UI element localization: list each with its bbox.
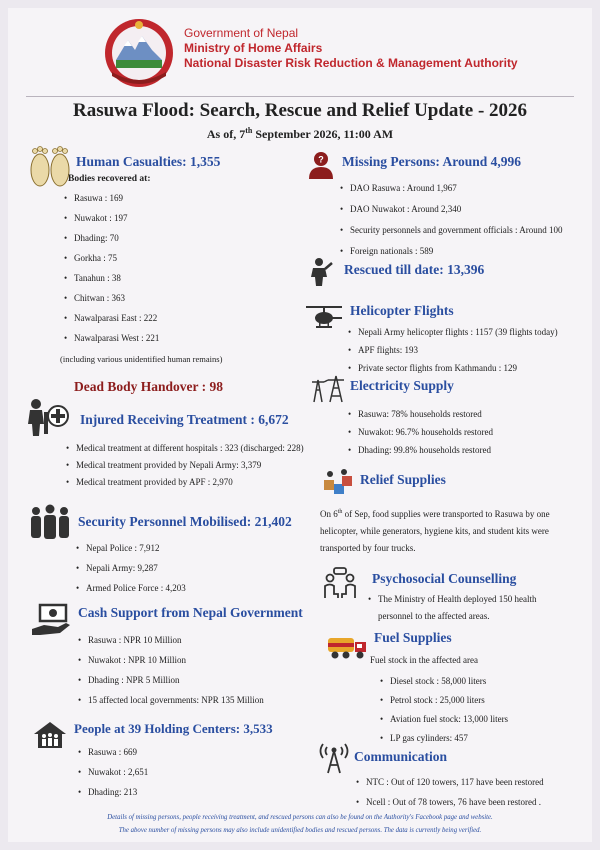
psychosocial-list xyxy=(366,591,536,625)
list-item: • Medical treatment provided by APF : 2,970 xyxy=(64,474,304,491)
cash-hand-icon xyxy=(30,601,74,637)
casualty-list xyxy=(62,188,159,348)
list-item: • DAO Nuwakot : Around 2,340 xyxy=(338,199,563,220)
page-title: Rasuwa Flood: Search, Rescue and Relief Update - 2026 xyxy=(72,100,528,121)
relief-line-1: On 6th of Sep, food supplies were transported to Rasuwa by one xyxy=(320,509,550,519)
injured-list xyxy=(64,440,304,491)
psychosocial-title: Psychosocial Counselling xyxy=(372,571,517,586)
footer-line-2: The above number of missing persons may also include unidentified bodies and rescued persons. The data is currently being verified. xyxy=(118,827,482,834)
footer-note xyxy=(8,811,592,837)
list-item: • NTC : Out of 120 towers, 117 have been restored xyxy=(354,772,544,792)
feet-icon xyxy=(26,143,74,189)
nepal-emblem-icon xyxy=(102,16,176,90)
list-item: • Nepal Police : 7,912 xyxy=(74,538,186,558)
counselling-icon xyxy=(320,566,360,600)
list-item: • Aviation fuel stock: 13,000 liters xyxy=(378,710,508,729)
relief-supplies-title: Relief Supplies xyxy=(360,472,446,487)
missing-person-icon xyxy=(306,150,336,180)
list-item: • Nuwakot: 96.7% households restored xyxy=(346,423,493,441)
list-item: • Private sector flights from Kathmandu : 129 xyxy=(346,359,558,377)
electricity-title: Electricity Supply xyxy=(350,378,454,393)
dead-body-handover-title: Dead Body Handover : 98 xyxy=(74,379,224,394)
header-authority: National Disaster Risk Reduction & Management Authority xyxy=(184,56,518,70)
missing-list xyxy=(338,178,563,262)
list-item: • Rasuwa: 78% households restored xyxy=(346,405,493,423)
list-item: • Nawalparasi West : 221 xyxy=(62,328,159,348)
list-item: • Nepali Army helicopter flights : 1157 (39 flights today) xyxy=(346,323,558,341)
relief-supplies-icon xyxy=(322,468,354,498)
footer-line-1: Details of missing persons, people receiving treatment, and rescued persons can also be found on the Authority's Facebook page and website. xyxy=(107,814,493,821)
list-item: • Nuwakot : 197 xyxy=(62,208,159,228)
page-subtitle: As of, 7th September 2026, 11:00 AM xyxy=(206,126,394,141)
list-item: • Nuwakot : NPR 10 Million xyxy=(76,650,264,670)
relief-text xyxy=(320,504,590,557)
cash-list xyxy=(76,630,264,710)
power-tower-icon xyxy=(308,372,346,404)
header-text xyxy=(184,26,518,71)
list-item: • LP gas cylinders: 457 xyxy=(378,729,508,748)
list-item: • Gorkha : 75 xyxy=(62,248,159,268)
injured-title: Injured Receiving Treatment : 6,672 xyxy=(80,412,289,427)
electricity-list xyxy=(346,405,493,459)
cash-support-title: Cash Support from Nepal Government xyxy=(78,605,303,620)
list-item: • Dhading: 213 xyxy=(76,782,148,802)
list-item: • Nepali Army: 9,287 xyxy=(74,558,186,578)
human-casualties-title: Human Casualties: 1,355 xyxy=(76,154,221,169)
fuel-intro: Fuel stock in the affected area xyxy=(370,655,479,665)
header-divider xyxy=(26,96,574,97)
fuel-truck-icon xyxy=(326,632,368,662)
list-item: • Dhading: 70 xyxy=(62,228,159,248)
list-item: • Medical treatment at different hospitals : 323 (discharged: 228) xyxy=(64,440,304,457)
security-title: Security Personnel Mobilised: 21,402 xyxy=(78,514,292,529)
list-item: • APF flights: 193 xyxy=(346,341,558,359)
holding-centers-title: People at 39 Holding Centers: 3,533 xyxy=(74,721,273,736)
list-item: • Armed Police Force : 4,203 xyxy=(74,578,186,598)
list-item: • Rasuwa : 669 xyxy=(76,742,148,762)
rescued-title: Rescued till date: 13,396 xyxy=(344,262,485,277)
casualty-note: (including various unidentified human remains) xyxy=(60,354,223,364)
helicopter-flights-title: Helicopter Flights xyxy=(350,303,454,318)
list-item: • Diesel stock : 58,000 liters xyxy=(378,672,508,691)
helicopter-icon xyxy=(304,302,344,332)
header-government: Government of Nepal xyxy=(184,26,299,40)
communication-title: Communication xyxy=(354,749,448,764)
list-item: • Nuwakot : 2,651 xyxy=(76,762,148,782)
injured-person-icon xyxy=(24,398,70,438)
list-item: • Medical treatment provided by Nepali Army: 3,379 xyxy=(64,457,304,474)
svg-text:?: ? xyxy=(318,154,324,165)
helicopter-list xyxy=(346,323,558,377)
security-personnel-icon xyxy=(28,504,72,540)
missing-persons-title: Missing Persons: Around 4,996 xyxy=(342,154,522,169)
rescuer-icon xyxy=(308,257,334,287)
list-item: • Ncell : Out of 78 towers, 76 have been restored . xyxy=(354,792,544,812)
list-item: • Foreign nationals : 589 xyxy=(338,241,563,262)
holding-list xyxy=(76,742,148,802)
list-item: • Petrol stock : 25,000 liters xyxy=(378,691,508,710)
relief-line-2: helicopter, while generators, hygiene kits, and student kits were xyxy=(320,526,549,536)
list-item: • Tanahun : 38 xyxy=(62,268,159,288)
list-item: • Dhading: 99.8% households restored xyxy=(346,441,493,459)
header xyxy=(8,8,592,100)
list-item: • Rasuwa : 169 xyxy=(62,188,159,208)
list-item: • Security personnels and government officials : Around 100 xyxy=(338,220,563,241)
communication-list xyxy=(354,772,544,812)
communication-tower-icon xyxy=(318,741,350,775)
bodies-recovered-subhead: Bodies recovered at: xyxy=(68,174,151,184)
shelter-house-icon xyxy=(32,720,68,750)
fuel-list xyxy=(378,672,508,748)
list-item: • Chitwan : 363 xyxy=(62,288,159,308)
list-item: • 15 affected local governments: NPR 135 Million xyxy=(76,690,264,710)
header-ministry: Ministry of Home Affairs xyxy=(184,41,323,55)
security-list xyxy=(74,538,186,598)
list-item: • Dhading : NPR 5 Million xyxy=(76,670,264,690)
list-item: • Rasuwa : NPR 10 Million xyxy=(76,630,264,650)
list-item: • Nawalparasi East : 222 xyxy=(62,308,159,328)
list-item: • The Ministry of Health deployed 150 health personnel to the affected areas. xyxy=(366,591,536,625)
infographic-page xyxy=(8,8,592,842)
list-item: • DAO Rasuwa : Around 1,967 xyxy=(338,178,563,199)
relief-line-3: transported by four trucks. xyxy=(320,543,416,553)
fuel-supplies-title: Fuel Supplies xyxy=(374,630,452,645)
